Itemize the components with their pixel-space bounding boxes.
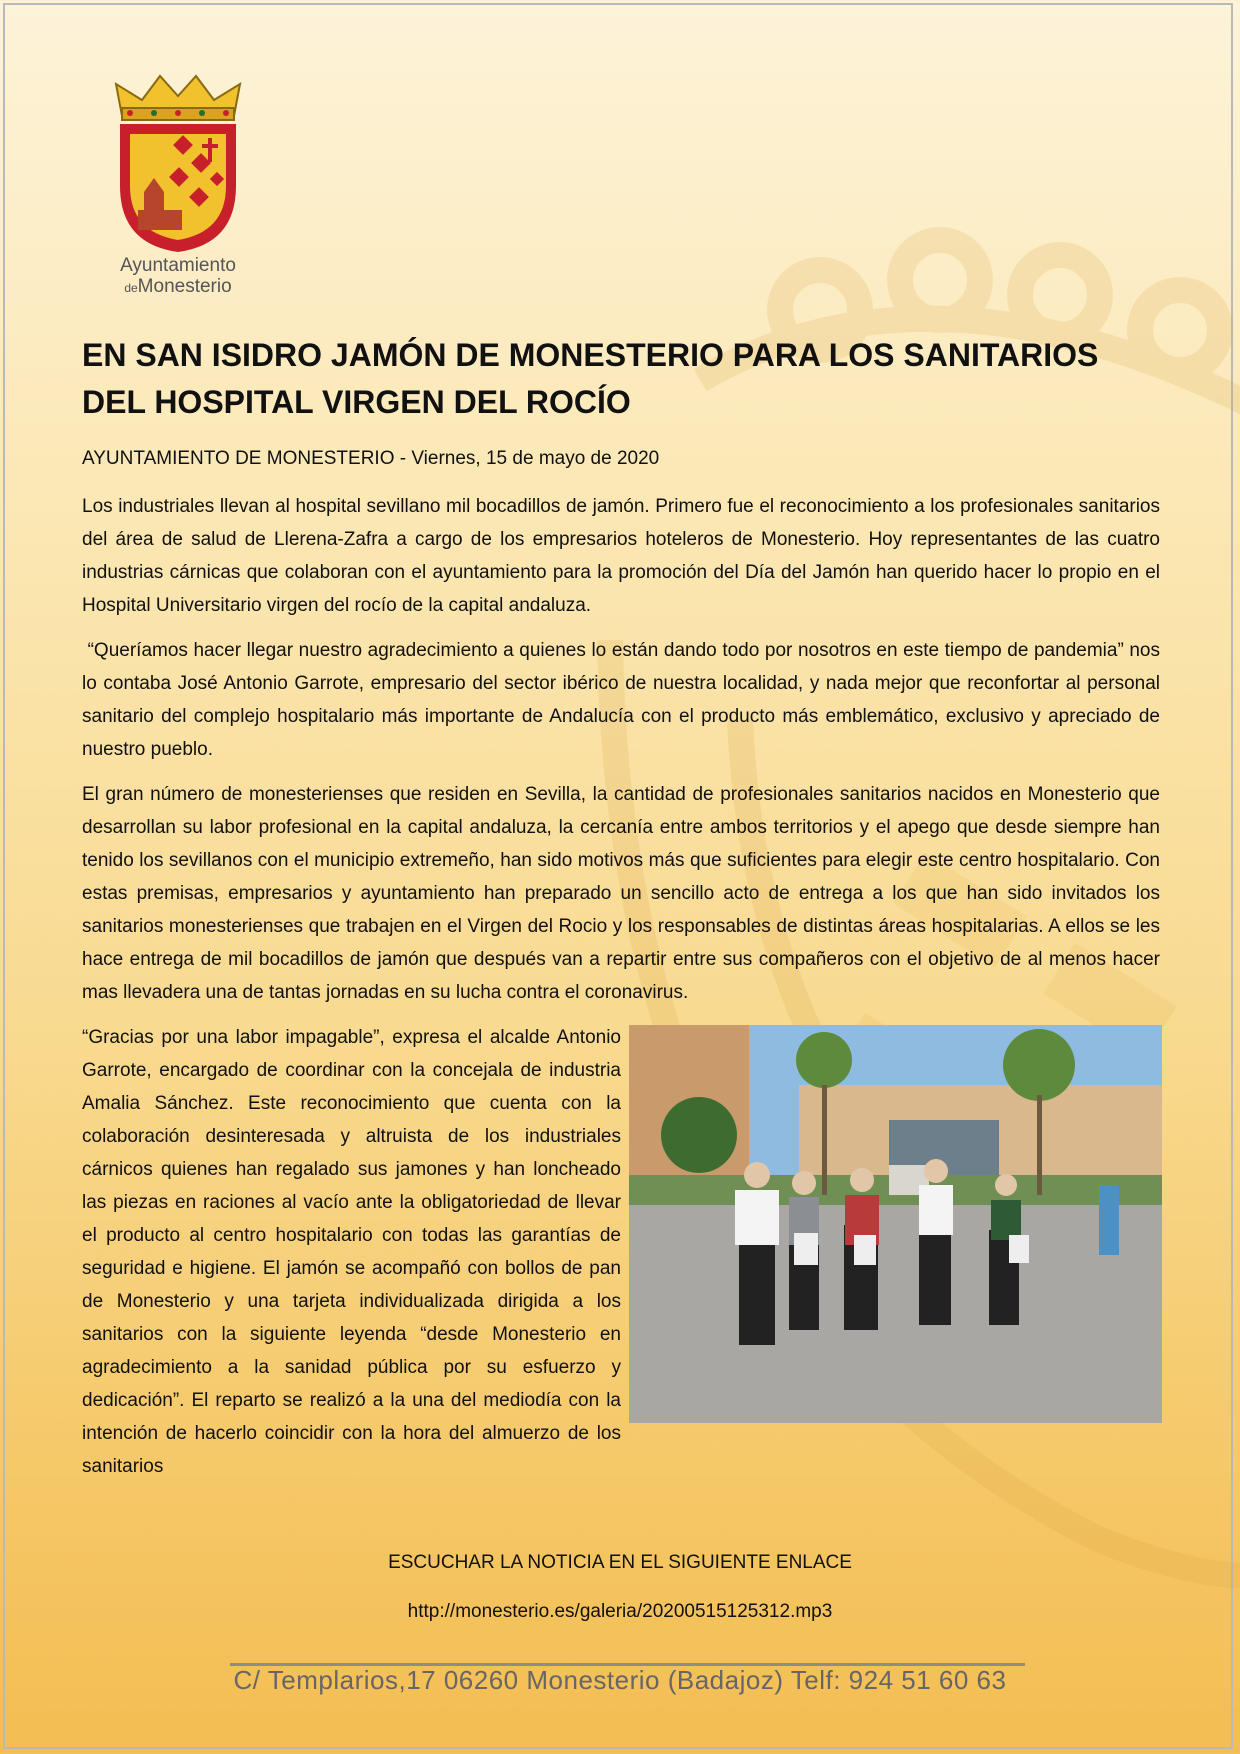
logo-caption-name: Monesterio <box>137 276 232 297</box>
article-body <box>82 490 1160 1483</box>
logo-caption-de: de <box>124 281 138 295</box>
paragraph-2: “Queríamos hacer llegar nuestro agradecimiento a quienes lo están dando todo por nosotros en este tiempo de pandemia” nos lo contaba José Antonio Garrote, empresario del sector ibérico de nuestra localidad, y nada mejor que reconfortar al personal sanitario del complejo hospitalario más importante de Andalucía con el producto más emblemático, exclusivo y apreciado de nuestro pueblo. <box>82 640 1160 760</box>
event-photo <box>629 1025 1162 1423</box>
logo-caption-line2 <box>108 276 248 299</box>
paragraph-1: Los industriales llevan al hospital sevillano mil bocadillos de jamón. Primero fue el reconocimiento a los profesionales sanitarios del área de salud de Llerena-Zafra a cargo de los empresarios hoteleros de Monesterio. Hoy representantes de las cuatro industrias cárnicas que colaboran con el ayuntamiento para la promoción del Día del Jamón han querido hacer lo propio en el Hospital Universitario virgen del rocío de la capital andaluza. <box>82 496 1160 616</box>
audio-link[interactable]: http://monesterio.es/galeria/20200515125312.mp3 <box>407 1601 833 1622</box>
event-photo-illustration <box>629 1025 1162 1423</box>
listen-label: ESCUCHAR LA NOTICIA EN EL SIGUIENTE ENLACE <box>388 1552 852 1573</box>
paragraph-3: El gran número de monesterienses que residen en Sevilla, la cantidad de profesionales sanitarios nacidos en Monesterio que desarrollan su labor profesional en la capital andaluza, la cercanía entre ambos territorios y el apego que desde siempre han tenido los sevillanos con el municipio extremeño, han sido motivos más que suficientes para elegir este centro hospitalario. Con estas premisas, empresarios y ayuntamiento han preparado un sencillo acto de entrega a los que han sido invitados los sanitarios monesterienses que trabajen en el Virgen del Rocio y los responsables de distintas áreas hospitalarias. A ellos se les hace entrega de mil bocadillos de jamón que después van a repartir entre sus compañeros con el objetivo de al menos hacer mas llevadera una de tantas jornadas en su lucha contra el coronavirus. <box>82 784 1160 1003</box>
paragraph-4: “Gracias por una labor impagable”, expresa el alcalde Antonio Garrote, encargado de coordinar con la concejala de industria Amalia Sánchez. Este reconocimiento que cuenta con la colaboración desinteresada y altruista de los industriales cárnicos quienes han regalado sus jamones y han loncheado las piezas en raciones al vacío ante la obligatoriedad de llevar el producto al centro hospitalario con todas las garantías de seguridad e higiene. El jamón se acompañó con bollos de pan de Monesterio y una tarjeta individualizada dirigida a los sanitarios con la siguiente leyenda “desde Monesterio en agradecimiento a la sanidad pública por su esfuerzo y dedicación”. El reparto se realizó a la una del mediodía con la intención de hacerlo coincidir con la hora del almuerzo de los sanitarios <box>82 1027 621 1477</box>
logo-caption <box>108 255 248 299</box>
article-title: EN SAN ISIDRO JAMÓN DE MONESTERIO PARA LOS SANITARIOS DEL HOSPITAL VIRGEN DEL ROCÍO <box>82 337 1099 420</box>
article-byline: AYUNTAMIENTO DE MONESTERIO - Viernes, 15 de mayo de 2020 <box>82 448 660 469</box>
footer-address: C/ Templarios,17 06260 Monesterio (Badajoz) Telf: 924 51 60 63 <box>233 1665 1007 1695</box>
logo-caption-line1: Ayuntamiento <box>120 255 236 276</box>
